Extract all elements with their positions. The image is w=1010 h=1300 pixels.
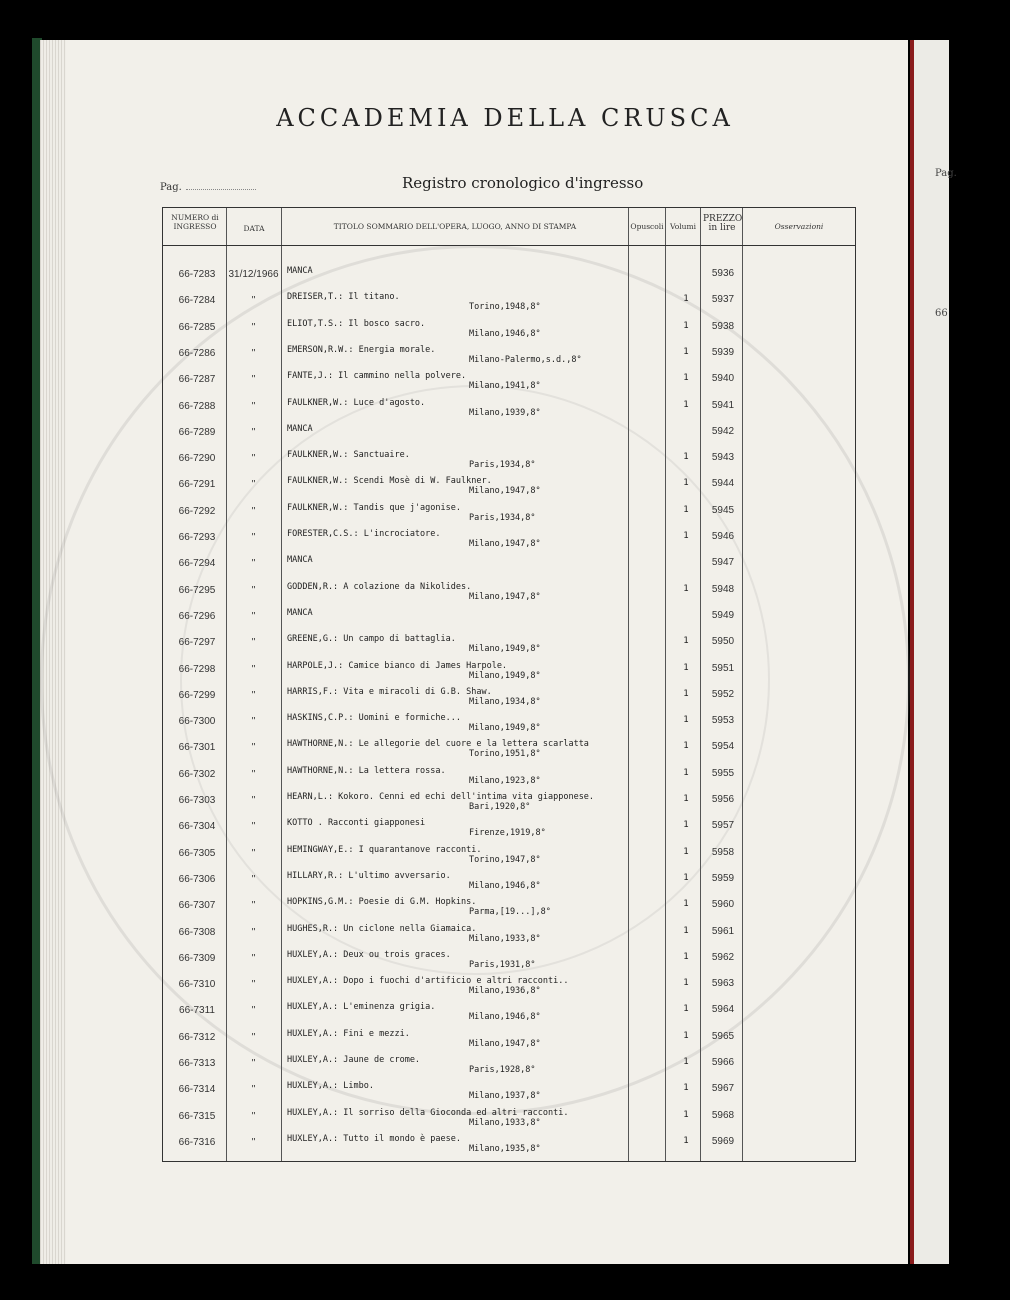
entry-price: 5943 xyxy=(711,452,735,464)
facing-page-edge xyxy=(910,40,914,1264)
facing-page xyxy=(910,40,957,1264)
register-row xyxy=(163,816,857,842)
entry-date: " xyxy=(251,610,256,622)
register-row xyxy=(163,448,857,474)
register-row xyxy=(163,1000,857,1026)
register-row xyxy=(163,1132,857,1158)
entry-number: 66-7287 xyxy=(178,374,216,386)
entry-price: 5965 xyxy=(711,1030,735,1042)
header-opuscoli: Opuscoli xyxy=(630,222,664,231)
entry-price: 5966 xyxy=(711,1057,735,1068)
register-row xyxy=(163,685,857,711)
entry-date: " xyxy=(251,426,256,438)
register-row xyxy=(163,737,857,763)
entry-number: 66-7309 xyxy=(178,952,216,964)
entry-title: HAWTHORNE,N.: Le allegorie del cuore e la lettera scarlatta xyxy=(287,739,589,750)
entry-number: 66-7301 xyxy=(178,742,216,754)
entry-volumes: 1 xyxy=(683,1030,689,1041)
entry-price: 5946 xyxy=(711,531,735,542)
entry-title: KOTTO . Racconti giapponesi xyxy=(287,818,426,829)
entry-volumes: 1 xyxy=(683,1004,689,1015)
entry-volumes: 1 xyxy=(683,715,689,726)
entry-price: 5956 xyxy=(711,794,735,805)
register-row xyxy=(163,974,857,1000)
entry-date: " xyxy=(251,689,256,701)
page-number-label: Pag. xyxy=(160,182,256,193)
entry-title: HASKINS,C.P.: Uomini e formiche... xyxy=(287,713,461,724)
register-row xyxy=(163,659,857,685)
entry-date: " xyxy=(251,1031,256,1043)
entry-price: 5937 xyxy=(711,294,735,306)
entry-number: 66-7303 xyxy=(178,795,216,806)
entry-volumes: 1 xyxy=(683,741,689,752)
entry-date: " xyxy=(251,295,256,307)
entry-imprint: Milano,1941,8° xyxy=(469,381,541,392)
entry-date: " xyxy=(251,716,256,728)
entry-number: 66-7286 xyxy=(178,347,216,359)
register-title: Registro cronologico d'ingresso xyxy=(402,174,644,192)
entry-price: 5960 xyxy=(711,899,735,911)
entry-price: 5941 xyxy=(711,399,735,411)
entry-date: " xyxy=(251,742,256,754)
entry-date: " xyxy=(251,1058,256,1069)
entry-title: HOPKINS,G.M.: Poesie di G.M. Hopkins. xyxy=(287,897,477,908)
entry-title: EMERSON,R.W.: Energia morale. xyxy=(287,344,436,355)
entry-title: HUXLEY,A.: Deux ou trois graces. xyxy=(287,949,451,960)
entry-number: 66-7313 xyxy=(178,1058,216,1069)
register-table xyxy=(162,207,856,1162)
entry-number: 66-7307 xyxy=(178,900,216,912)
register-row xyxy=(163,343,857,369)
entry-price: 5957 xyxy=(711,820,735,832)
entry-imprint: Milano,1946,8° xyxy=(469,1012,541,1023)
entry-number: 66-7302 xyxy=(178,768,216,780)
register-row xyxy=(163,290,857,316)
entry-date: " xyxy=(251,952,256,964)
entry-volumes: 1 xyxy=(683,1135,689,1146)
entry-imprint: Torino,1947,8° xyxy=(469,854,541,865)
entry-number: 66-7289 xyxy=(178,426,216,438)
entry-title: HUXLEY,A.: L'eminenza grigia. xyxy=(287,1002,436,1013)
register-row xyxy=(163,1079,857,1105)
header-osservazioni: Osservazioni xyxy=(774,222,824,231)
entry-price: 5940 xyxy=(711,373,735,385)
entry-date: 31/12/1966 xyxy=(228,269,279,280)
entry-price: 5942 xyxy=(711,425,735,437)
entry-volumes: 1 xyxy=(683,346,689,357)
entry-number: 66-7316 xyxy=(178,1136,216,1148)
header-volumi: Volumi xyxy=(670,222,696,231)
entry-title: FANTE,J.: Il cammino nella polvere. xyxy=(287,371,467,382)
entry-date: " xyxy=(251,532,256,543)
entry-number: 66-7285 xyxy=(178,321,216,333)
register-row xyxy=(163,922,857,948)
entry-title: HUXLEY,A.: Dopo i fuochi d'artificio e altri racconti.. xyxy=(287,976,569,987)
entry-volumes: 1 xyxy=(683,636,689,647)
entry-volumes: 1 xyxy=(683,846,689,857)
entry-date: " xyxy=(251,1084,256,1096)
entry-price: 5947 xyxy=(711,557,735,569)
entry-volumes: 1 xyxy=(683,688,689,699)
entry-title: FAULKNER,W.: Luce d'agosto. xyxy=(287,397,426,408)
entry-title: ELIOT,T.S.: Il bosco sacro. xyxy=(287,318,426,329)
entry-imprint: Milano,1949,8° xyxy=(469,644,541,655)
entry-title: HUGHES,R.: Un ciclone nella Giamaica. xyxy=(287,923,477,934)
entry-title: DREISER,T.: Il titano. xyxy=(287,292,400,303)
entry-volumes: 1 xyxy=(683,504,689,515)
entry-date: " xyxy=(251,637,256,649)
register-row xyxy=(163,606,857,632)
entry-date: " xyxy=(251,479,256,491)
page-edges xyxy=(40,40,66,1264)
entry-title: HUXLEY,A.: Jaune de crome. xyxy=(287,1055,421,1065)
register-row xyxy=(163,580,857,606)
entry-title: FORESTER,C.S.: L'incrociatore. xyxy=(287,529,441,539)
entry-price: 5949 xyxy=(711,609,735,621)
entry-price: 5953 xyxy=(711,715,735,727)
entry-date: " xyxy=(251,558,256,570)
entry-title: HUXLEY,A.: Fini e mezzi. xyxy=(287,1028,410,1039)
entry-volumes: 1 xyxy=(683,1083,689,1094)
entry-volumes: 1 xyxy=(683,452,689,463)
entry-title: GODDEN,R.: A colazione da Nikolides. xyxy=(287,581,472,592)
entry-volumes: 1 xyxy=(683,662,689,673)
entry-imprint: Milano,1949,8° xyxy=(469,723,541,734)
entry-date: " xyxy=(251,821,256,833)
entry-price: 5969 xyxy=(711,1135,735,1147)
register-row xyxy=(163,553,857,579)
entry-imprint: Milano,1949,8° xyxy=(469,670,541,681)
entry-date: " xyxy=(251,873,256,885)
entry-title: HUXLEY,A.: Tutto il mondo è paese. xyxy=(287,1133,461,1144)
entry-imprint: Milano,1946,8° xyxy=(469,328,541,339)
entry-price: 5955 xyxy=(711,767,735,779)
entry-title: FAULKNER,W.: Tandis que j'agonise. xyxy=(287,502,461,513)
register-row xyxy=(163,527,857,553)
entry-price: 5959 xyxy=(711,872,735,884)
entry-number: 66-7299 xyxy=(178,689,216,701)
entry-title: HARRIS,F.: Vita e miracoli di G.B. Shaw. xyxy=(287,686,492,697)
register-row xyxy=(163,1053,857,1079)
entry-date: " xyxy=(251,847,256,859)
entry-title: HEMINGWAY,E.: I quarantanove racconti. xyxy=(287,844,482,855)
entry-number: 66-7295 xyxy=(178,584,216,596)
entry-number: 66-7296 xyxy=(178,610,216,622)
entry-imprint: Parma,[19...],8° xyxy=(469,907,551,918)
entry-volumes: 1 xyxy=(683,1109,689,1120)
entry-volumes: 1 xyxy=(683,899,689,910)
entry-number: 66-7304 xyxy=(178,821,216,833)
entry-number: 66-7291 xyxy=(178,479,216,491)
entry-number: 66-7293 xyxy=(178,532,216,543)
entry-volumes: 1 xyxy=(683,531,689,541)
entry-price: 5954 xyxy=(711,741,735,753)
entry-volumes: 1 xyxy=(683,373,689,384)
entry-price: 5952 xyxy=(711,688,735,700)
entry-date: " xyxy=(251,347,256,359)
entry-title: HUXLEY,A.: Il sorriso della Gioconda ed altri racconti. xyxy=(287,1107,569,1118)
entry-volumes: 1 xyxy=(683,925,689,936)
entry-price: 5967 xyxy=(711,1083,735,1095)
entry-number: 66-7298 xyxy=(178,663,216,675)
entry-imprint: Milano,1937,8° xyxy=(469,1091,541,1102)
register-row xyxy=(163,948,857,974)
entry-price: 5963 xyxy=(711,978,735,990)
facing-page-label: Pag. xyxy=(935,168,957,179)
entry-volumes: 1 xyxy=(683,1057,689,1067)
entry-date: " xyxy=(251,1005,256,1017)
entry-volumes: 1 xyxy=(683,399,689,410)
entry-number: 66-7288 xyxy=(178,400,216,412)
entry-date: " xyxy=(251,321,256,333)
register-row xyxy=(163,869,857,895)
entry-imprint: Torino,1951,8° xyxy=(469,749,541,760)
entry-title: GREENE,G.: Un campo di battaglia. xyxy=(287,634,456,645)
entry-volumes: 1 xyxy=(683,294,689,305)
entry-title: FAULKNER,W.: Scendi Mosè di W. Faulkner. xyxy=(287,476,492,487)
entry-imprint: Bari,1920,8° xyxy=(469,802,531,812)
entry-title: HILLARY,R.: L'ultimo avversario. xyxy=(287,870,451,881)
entry-number: 66-7314 xyxy=(178,1084,216,1096)
entry-date: " xyxy=(251,1110,256,1122)
entry-imprint: Milano-Palermo,s.d.,8° xyxy=(469,354,582,365)
register-row xyxy=(163,264,857,290)
entry-number: 66-7308 xyxy=(178,926,216,938)
register-row xyxy=(163,895,857,921)
entry-title: HAWTHORNE,N.: La lettera rossa. xyxy=(287,765,446,776)
entry-imprint: Milano,1947,8° xyxy=(469,486,541,497)
register-row xyxy=(163,369,857,395)
entry-title: MANCA xyxy=(287,423,313,434)
entry-volumes: 1 xyxy=(683,767,689,778)
entry-date: " xyxy=(251,400,256,412)
entry-number: 66-7305 xyxy=(178,847,216,859)
entry-number: 66-7294 xyxy=(178,558,216,570)
entry-title: MANCA xyxy=(287,555,313,566)
entry-imprint: Milano,1933,8° xyxy=(469,933,541,944)
entry-number: 66-7311 xyxy=(179,1005,215,1017)
entry-imprint: Paris,1934,8° xyxy=(469,512,536,523)
entry-imprint: Milano,1939,8° xyxy=(469,407,541,418)
register-row xyxy=(163,1106,857,1132)
register-row xyxy=(163,1027,857,1053)
entry-number: 66-7292 xyxy=(178,505,216,517)
register-row xyxy=(163,501,857,527)
entry-volumes: 1 xyxy=(683,478,689,489)
entry-date: " xyxy=(251,979,256,991)
entry-date: " xyxy=(251,374,256,386)
entry-imprint: Milano,1947,8° xyxy=(469,1038,541,1049)
entry-title: HUXLEY,A.: Limbo. xyxy=(287,1081,374,1092)
entry-price: 5961 xyxy=(711,925,735,937)
entry-volumes: 1 xyxy=(683,820,689,831)
entry-number: 66-7290 xyxy=(178,453,216,465)
entry-price: 5951 xyxy=(711,662,735,674)
header-numero: NUMERO di INGRESSO xyxy=(171,213,219,231)
entry-price: 5936 xyxy=(711,268,735,279)
register-row xyxy=(163,632,857,658)
register-row xyxy=(163,317,857,343)
header-titolo: TITOLO SOMMARIO DELL'OPERA, LUOGO, ANNO DI STAMPA xyxy=(333,222,577,231)
entry-volumes: 1 xyxy=(683,978,689,989)
entry-number: 66-7283 xyxy=(178,269,216,280)
entry-date: " xyxy=(251,768,256,780)
entry-title: HEARN,L.: Kokoro. Cenni ed echi dell'intima vita giapponese. xyxy=(287,792,595,802)
entry-imprint: Firenze,1919,8° xyxy=(469,828,546,839)
entry-volumes: 1 xyxy=(683,583,689,594)
entry-date: " xyxy=(251,453,256,465)
entry-volumes: 1 xyxy=(683,872,689,883)
entry-price: 5945 xyxy=(711,504,735,516)
entry-date: " xyxy=(251,926,256,938)
register-row xyxy=(163,711,857,737)
entry-imprint: Milano,1947,8° xyxy=(469,539,541,549)
entry-volumes: 1 xyxy=(683,794,689,804)
entry-number: 66-7310 xyxy=(178,979,216,991)
entry-imprint: Milano,1936,8° xyxy=(469,986,541,997)
entry-price: 5944 xyxy=(711,478,735,490)
entry-date: " xyxy=(251,505,256,517)
entry-imprint: Torino,1948,8° xyxy=(469,302,541,313)
entry-price: 5968 xyxy=(711,1109,735,1121)
institution-title: ACCADEMIA DELLA CRUSCA xyxy=(276,104,734,132)
entry-number: 66-7297 xyxy=(178,637,216,649)
entry-price: 5962 xyxy=(711,951,735,963)
entry-title: HARPOLE,J.: Camice bianco di James Harpole. xyxy=(287,660,508,671)
header-data: DATA xyxy=(243,224,265,233)
entry-title: MANCA xyxy=(287,266,313,276)
entry-title: MANCA xyxy=(287,607,313,618)
register-row xyxy=(163,843,857,869)
register-row xyxy=(163,422,857,448)
entry-imprint: Milano,1947,8° xyxy=(469,591,541,602)
entry-date: " xyxy=(251,900,256,912)
entry-number: 66-7315 xyxy=(178,1110,216,1122)
entry-number: 66-7284 xyxy=(178,295,216,307)
header-prezzo: PREZZO in lire xyxy=(703,214,743,233)
entry-date: " xyxy=(251,663,256,675)
entry-imprint: Paris,1928,8° xyxy=(469,1065,536,1075)
entry-number: 66-7306 xyxy=(178,873,216,885)
entry-number: 66-7312 xyxy=(178,1031,216,1043)
register-row xyxy=(163,474,857,500)
entry-imprint: Milano,1934,8° xyxy=(469,696,541,707)
entry-imprint: Milano,1923,8° xyxy=(469,775,541,786)
entry-date: " xyxy=(251,795,256,806)
entry-price: 5950 xyxy=(711,636,735,648)
facing-page-fragment: 66 xyxy=(935,308,948,319)
register-row xyxy=(163,396,857,422)
header-rule xyxy=(163,245,855,246)
entry-volumes: 1 xyxy=(683,320,689,331)
entry-imprint: Paris,1931,8° xyxy=(469,959,536,970)
entry-price: 5948 xyxy=(711,583,735,595)
entry-price: 5939 xyxy=(711,346,735,358)
entry-volumes: 1 xyxy=(683,951,689,962)
entry-price: 5958 xyxy=(711,846,735,858)
entry-imprint: Milano,1933,8° xyxy=(469,1117,541,1128)
entry-imprint: Milano,1946,8° xyxy=(469,880,541,891)
entry-number: 66-7300 xyxy=(178,716,216,728)
entry-date: " xyxy=(251,1136,256,1148)
entry-imprint: Milano,1935,8° xyxy=(469,1143,541,1154)
entry-price: 5964 xyxy=(711,1004,735,1016)
entry-imprint: Paris,1934,8° xyxy=(469,460,536,471)
entry-price: 5938 xyxy=(711,320,735,332)
entry-title: FAULKNER,W.: Sanctuaire. xyxy=(287,450,410,461)
register-row xyxy=(163,764,857,790)
register-row xyxy=(163,790,857,816)
entry-date: " xyxy=(251,584,256,596)
